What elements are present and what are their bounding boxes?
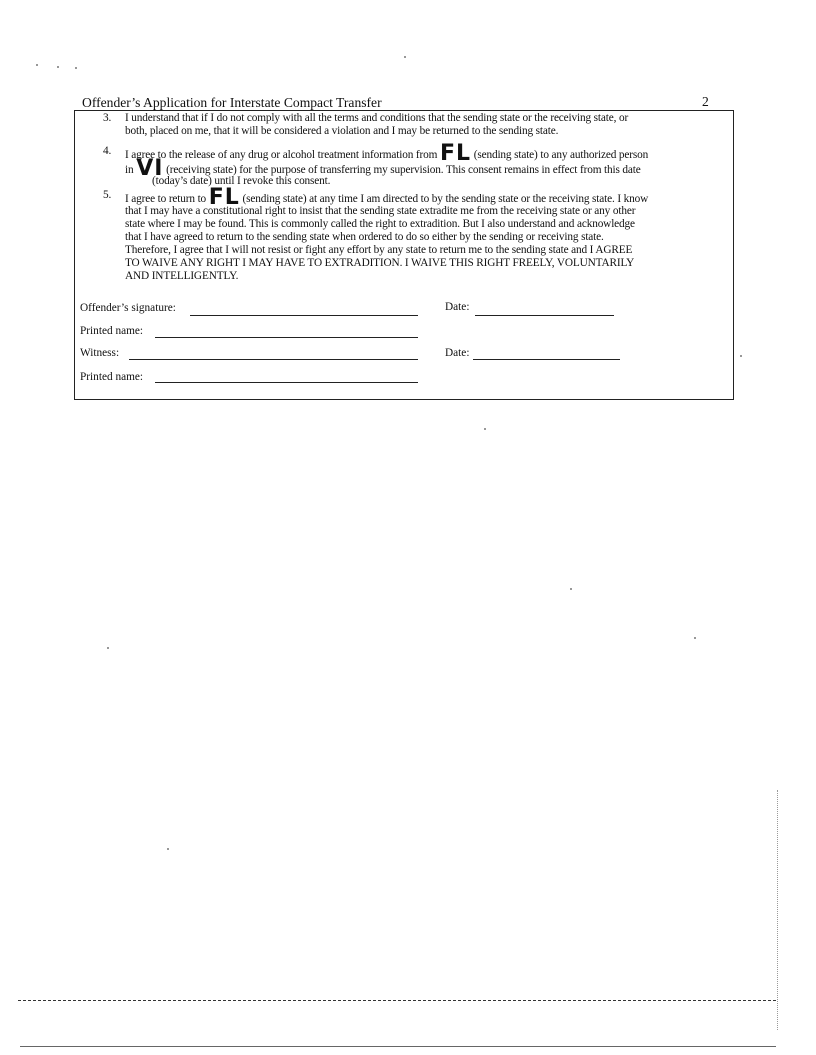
scan-speck <box>75 67 77 69</box>
handwritten-receiving-state: VI <box>136 156 164 181</box>
page-number: 2 <box>702 94 709 109</box>
item-line-text: I agree to the release of any drug or alcohol treatment information from <box>125 149 438 161</box>
item-line-text: in <box>125 164 134 176</box>
offender-date-label: Date: <box>445 301 470 313</box>
item-line: AND INTELLIGENTLY. <box>125 270 239 282</box>
item-line: state where I may be found. This is commonly called the right to extradition. But I also understand and acknowledge <box>125 218 635 230</box>
offender-date-field[interactable] <box>475 315 614 316</box>
scan-speck <box>740 355 742 357</box>
item-line: that I may have a constitutional right to insist that the sending state extradite me from the receiving state or any other <box>125 205 636 217</box>
offender-printed-name-label: Printed name: <box>80 325 144 337</box>
item-line-text: (sending state) at any time I am directed to by the sending state or the receiving state. I know <box>242 193 649 205</box>
item-number: 4. <box>103 145 112 157</box>
item-number: 3. <box>103 112 112 124</box>
item-line-text: (receiving state) for the purpose of transferring my supervision. This consent remains in effect from this date <box>166 164 641 176</box>
scan-speck <box>694 637 696 639</box>
item-line: (today’s date) until I revoke this consent. <box>152 175 331 187</box>
witness-printed-name-label: Printed name: <box>80 371 144 383</box>
scan-speck <box>167 848 169 850</box>
scan-speck <box>57 66 59 68</box>
handwritten-sending-state: FL <box>439 141 472 166</box>
offender-printed-name-field[interactable] <box>155 337 418 338</box>
item-line-text: I agree to return to <box>125 193 207 205</box>
item-line: that I have agreed to return to the sending state when ordered to do so either by the sending or receiving state. <box>125 231 604 243</box>
scan-speck <box>36 64 38 66</box>
item-line-text: (sending state) to any authorized person <box>473 149 649 161</box>
scan-speck <box>107 647 109 649</box>
scan-speck <box>484 428 486 430</box>
document-title: Offender’s Application for Interstate Compact Transfer <box>82 95 382 110</box>
witness-date-field[interactable] <box>473 359 620 360</box>
offender-signature-field[interactable] <box>190 315 418 316</box>
item-line: Therefore, I agree that I will not resist or fight any effort by any state to return me to the sending state and I AGREE <box>125 244 633 256</box>
witness-signature-field[interactable] <box>129 359 418 360</box>
witness-printed-name-field[interactable] <box>155 382 418 383</box>
scan-speck <box>570 588 572 590</box>
scan-dashed-line <box>18 1000 776 1001</box>
item-line: TO WAIVE ANY RIGHT I MAY HAVE TO EXTRADITION. I WAIVE THIS RIGHT FREELY, VOLUNTARILY <box>125 257 635 269</box>
scan-bottom-line <box>20 1046 776 1047</box>
scan-speck <box>404 56 406 58</box>
item-number: 5. <box>103 189 112 201</box>
item-line: I understand that if I do not comply with all the terms and conditions that the sending state or the receiving state, or <box>125 112 629 124</box>
scan-edge-line <box>777 790 778 1030</box>
handwritten-sending-state: FL <box>208 185 240 210</box>
witness-label: Witness: <box>80 347 120 359</box>
item-line: both, placed on me, that it will be considered a violation and I may be returned to the sending state. <box>125 125 559 137</box>
witness-date-label: Date: <box>445 347 470 359</box>
offender-signature-label: Offender’s signature: <box>80 302 176 314</box>
